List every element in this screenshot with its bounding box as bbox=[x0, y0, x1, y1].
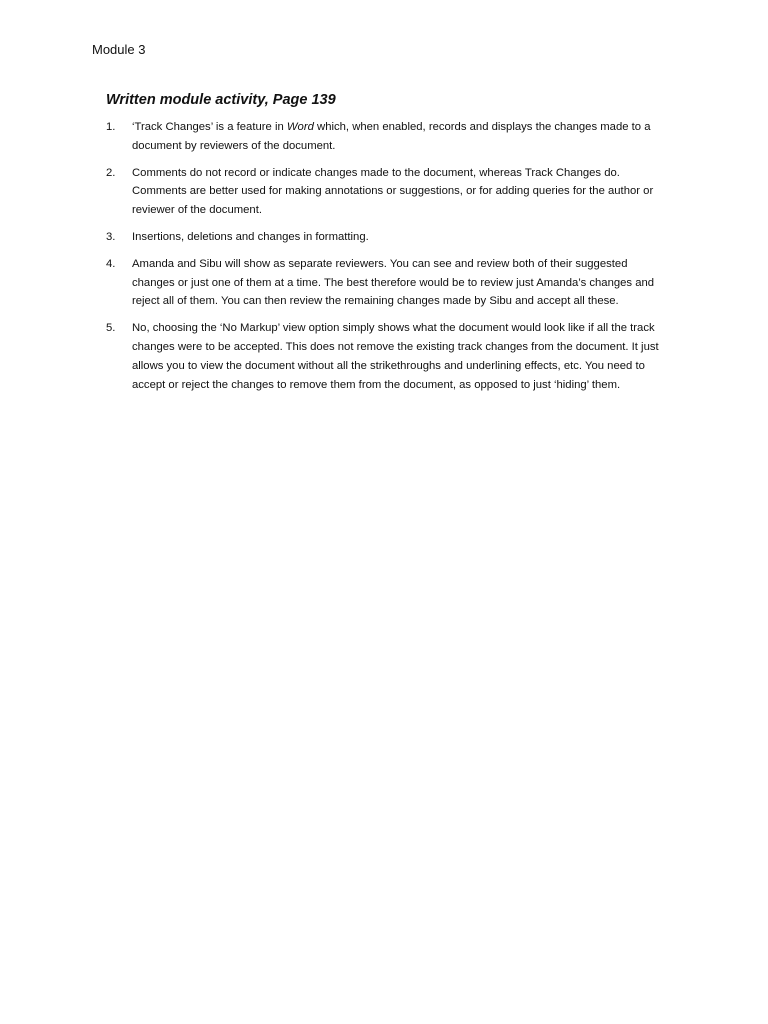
answer-number: 3. bbox=[106, 230, 116, 243]
answer-item-5 bbox=[106, 319, 666, 394]
answer-text: Insertions, deletions and changes in formatting. bbox=[132, 230, 369, 243]
answer-list bbox=[106, 118, 666, 394]
answer-text bbox=[132, 121, 651, 152]
answer-item-4 bbox=[106, 255, 666, 311]
section-heading: Written module activity, Page 139 bbox=[106, 92, 336, 108]
answer-text: Comments do not record or indicate changes made to the document, whereas Track Changes do. Comments are better used for making annotations or suggestions, or for adding queries for the author or reviewer of the document. bbox=[132, 166, 654, 217]
answer-item-2 bbox=[106, 164, 666, 220]
answer-text: No, choosing the ‘No Markup’ view option simply shows what the document would look like if all the track changes were to be accepted. This does not remove the existing track changes from the document. It just allows you to view the document without all the strikethroughs and underlining effects, etc. You need to accept or reject the changes to remove them from the document, as opposed to just ‘hiding’ them. bbox=[132, 322, 659, 391]
answer-text-emphasis: Word bbox=[286, 121, 314, 133]
activity-section bbox=[106, 90, 666, 402]
answer-number: 5. bbox=[106, 322, 116, 335]
answer-number: 4. bbox=[106, 257, 116, 270]
answer-number: 1. bbox=[106, 121, 116, 133]
answer-item-1 bbox=[106, 118, 666, 156]
answer-number: 2. bbox=[106, 166, 116, 179]
answer-text-part: ‘Track Changes’ is a feature in bbox=[132, 121, 287, 133]
answer-item-3 bbox=[106, 228, 666, 247]
answer-text-part: which, when enabled, records and displays the changes made to a document by reviewers of the document. bbox=[132, 121, 651, 152]
page-header-module-label: Module 3 bbox=[92, 42, 146, 57]
answer-text: Amanda and Sibu will show as separate reviewers. You can see and review both of their suggested changes or just one of them at a time. The best therefore would be to review just Amanda’s changes and reject all of them. You can then review the remaining changes made by Sibu and accept all these. bbox=[132, 257, 655, 308]
